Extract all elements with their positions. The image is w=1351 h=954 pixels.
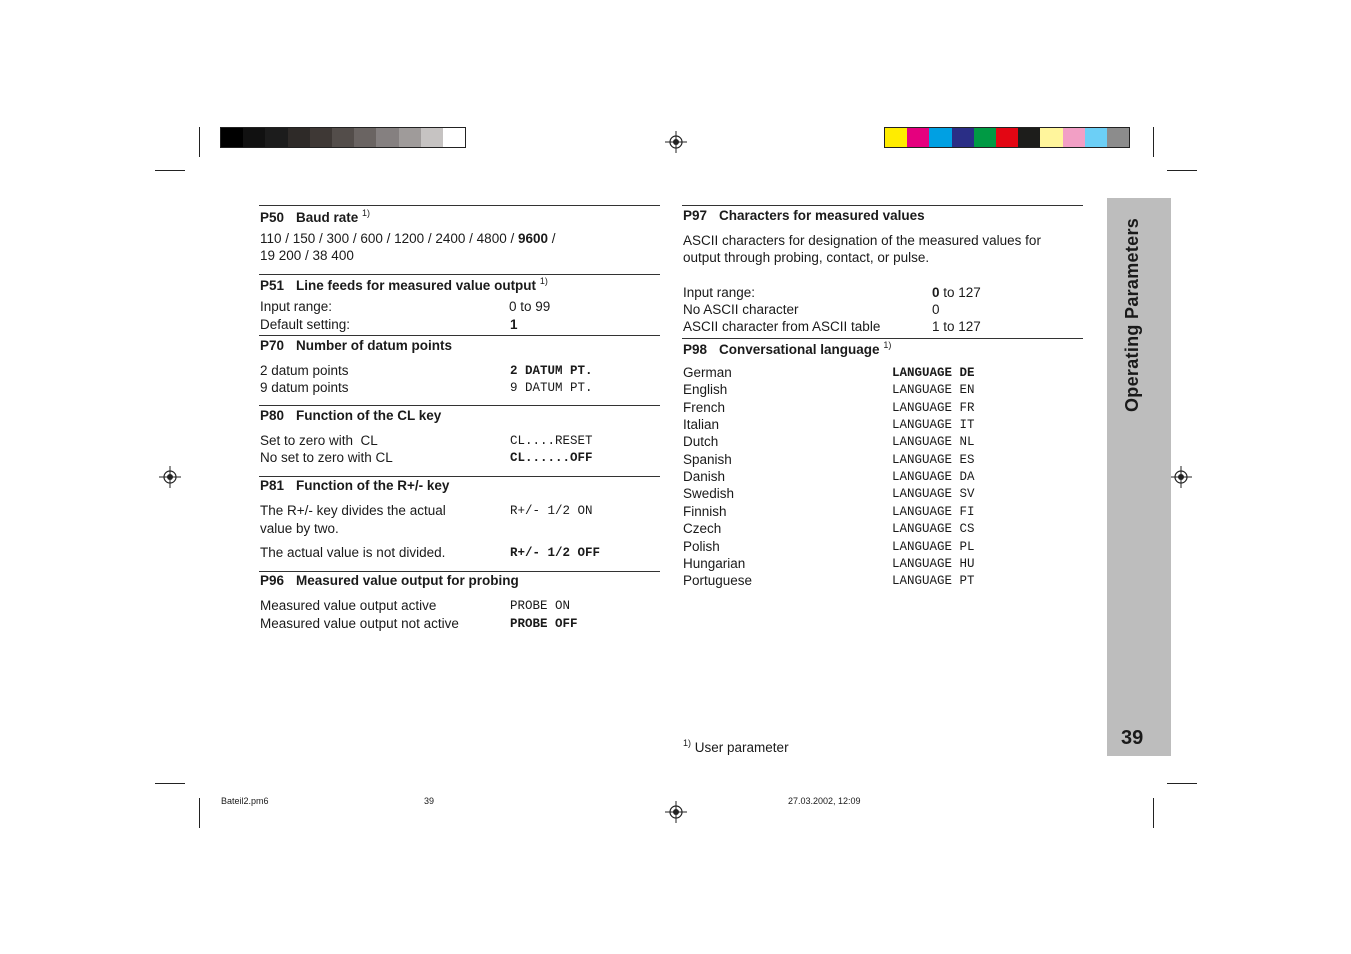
section-divider: [259, 405, 660, 406]
language-value: LANGUAGE EN: [892, 383, 975, 398]
baud-values: [260, 231, 556, 246]
grayscale-calibration-bar: [220, 127, 466, 148]
crop-mark: [1167, 783, 1197, 784]
row-label: The R+/- key divides the actual: [260, 503, 446, 518]
section-divider: [259, 274, 660, 275]
color-swatch: [1085, 128, 1107, 147]
language-label: Portuguese: [683, 573, 753, 589]
row-label: Input range:: [683, 285, 756, 300]
color-swatch: [952, 128, 974, 147]
row-value: PROBE OFF: [510, 617, 578, 631]
row-label: Input range:: [260, 299, 333, 314]
language-label: English: [683, 382, 728, 398]
row-label: Measured value output active: [260, 598, 437, 613]
crop-mark: [155, 783, 185, 784]
color-swatch: [907, 128, 929, 147]
color-swatch: [929, 128, 951, 147]
language-label: Danish: [683, 469, 726, 485]
param-title: Function of the CL key: [296, 408, 442, 423]
param-number: P51: [260, 278, 285, 293]
section-heading-p97: [683, 208, 925, 223]
color-swatch: [1063, 128, 1085, 147]
baud-values-sep: /: [548, 231, 556, 246]
color-calibration-bar: [884, 127, 1130, 148]
row-label: value by two.: [260, 521, 339, 536]
language-value: LANGUAGE FR: [892, 400, 975, 415]
row-value: R+/- 1/2 ON: [510, 504, 593, 518]
row-value: 0: [932, 302, 940, 317]
crop-mark: [199, 127, 200, 157]
param-number: P80: [260, 408, 285, 423]
section-divider: [259, 205, 660, 206]
param-number: P50: [260, 210, 285, 225]
gray-swatch: [376, 128, 398, 147]
row-value: [932, 285, 981, 300]
language-value: LANGUAGE HU: [892, 556, 975, 571]
row-value: 0 to 99: [509, 299, 551, 314]
range-min: 0: [932, 285, 940, 300]
footnote-text: User parameter: [694, 740, 789, 755]
language-value: LANGUAGE IT: [892, 418, 975, 433]
registration-mark-icon: [1170, 466, 1192, 488]
footnote-ref: 1): [362, 208, 371, 218]
footnote: [683, 738, 789, 755]
row-label: ASCII character from ASCII table: [683, 319, 881, 334]
language-label: Hungarian: [683, 555, 746, 571]
section-divider: [682, 205, 1083, 206]
footnote-ref: 1): [539, 276, 548, 286]
gray-swatch: [288, 128, 310, 147]
language-value: LANGUAGE SV: [892, 487, 975, 502]
language-label: Italian: [683, 417, 720, 433]
language-label: Spanish: [683, 451, 732, 467]
section-heading-p98: [683, 340, 891, 357]
gray-swatch: [310, 128, 332, 147]
language-value: LANGUAGE DA: [892, 470, 975, 485]
language-label: Dutch: [683, 434, 719, 450]
slug-filename: Bateil2.pm6: [221, 796, 269, 806]
param-number: P96: [260, 573, 285, 588]
color-swatch: [885, 128, 907, 147]
gray-swatch: [421, 128, 443, 147]
registration-mark-icon: [665, 801, 687, 823]
gray-swatch: [354, 128, 376, 147]
description: ASCII characters for designation of the measured values for: [683, 233, 1041, 248]
registration-mark-icon: [159, 466, 181, 488]
row-label: Set to zero with CL: [260, 433, 378, 448]
description: output through probing, contact, or pulse.: [683, 250, 930, 265]
language-value: LANGUAGE DE: [892, 366, 975, 380]
row-value: 1: [510, 317, 518, 332]
crop-mark: [1167, 170, 1197, 171]
row-value: 2 DATUM PT.: [510, 364, 593, 378]
language-label: Finnish: [683, 503, 727, 519]
language-value: LANGUAGE ES: [892, 452, 975, 467]
row-value: PROBE ON: [510, 599, 571, 613]
section-divider: [259, 476, 660, 477]
param-title: Conversational language: [719, 342, 880, 357]
range-rest: to 127: [939, 285, 981, 300]
language-value: LANGUAGE PT: [892, 574, 975, 589]
param-number: P81: [260, 478, 285, 493]
language-label: Swedish: [683, 486, 735, 502]
section-heading-p96: [260, 573, 519, 588]
baud-default: 9600: [517, 231, 549, 246]
color-swatch: [996, 128, 1018, 147]
chapter-title: Operating Parameters: [1122, 217, 1142, 412]
param-number: P70: [260, 338, 285, 353]
param-title: Function of the R+/- key: [296, 478, 450, 493]
row-value: CL....RESET: [510, 434, 593, 448]
language-label: Czech: [683, 521, 722, 537]
row-value: 1 to 127: [932, 319, 981, 334]
row-label: Measured value output not active: [260, 616, 459, 631]
section-heading-p51: [260, 276, 548, 293]
param-number: P97: [683, 208, 708, 223]
registration-mark-icon: [665, 131, 687, 153]
row-label: No ASCII character: [683, 302, 799, 317]
row-value: 9 DATUM PT.: [510, 381, 593, 395]
section-heading-p70: [260, 338, 452, 353]
gray-swatch: [221, 128, 243, 147]
param-number: P98: [683, 342, 708, 357]
crop-mark: [1153, 798, 1154, 828]
row-value: CL......OFF: [510, 451, 593, 465]
section-heading-p80: [260, 408, 441, 423]
param-title: Line feeds for measured value output: [296, 278, 537, 293]
param-title: Characters for measured values: [719, 208, 925, 223]
footnote-mark: 1): [683, 738, 692, 748]
crop-mark: [1153, 127, 1154, 157]
color-swatch: [1040, 128, 1062, 147]
baud-values-text: 110 / 150 / 300 / 600 / 1200 / 2400 / 4800 /: [260, 231, 518, 246]
language-label: French: [683, 399, 726, 415]
param-title: Baud rate: [296, 210, 359, 225]
gray-swatch: [443, 128, 465, 147]
slug-page: 39: [424, 796, 435, 806]
language-value: LANGUAGE PL: [892, 539, 975, 554]
language-value: LANGUAGE CS: [892, 522, 975, 537]
section-divider: [682, 338, 1083, 339]
gray-swatch: [332, 128, 354, 147]
language-label: German: [683, 365, 732, 380]
row-label: The actual value is not divided.: [260, 545, 446, 560]
baud-values-line2: 19 200 / 38 400: [260, 248, 354, 263]
section-divider: [259, 571, 660, 572]
color-swatch: [974, 128, 996, 147]
section-divider: [259, 335, 660, 336]
crop-mark: [155, 170, 185, 171]
language-label: Polish: [683, 538, 720, 554]
param-title: Measured value output for probing: [296, 573, 519, 588]
language-value: LANGUAGE FI: [892, 504, 975, 519]
footnote-ref: 1): [883, 340, 892, 350]
param-title: Number of datum points: [296, 338, 452, 353]
row-label: 2 datum points: [260, 363, 349, 378]
page-number: 39: [1121, 727, 1144, 749]
color-swatch: [1107, 128, 1129, 147]
gray-swatch: [243, 128, 265, 147]
row-label: Default setting:: [260, 317, 351, 332]
color-swatch: [1018, 128, 1040, 147]
gray-swatch: [399, 128, 421, 147]
row-label: 9 datum points: [260, 380, 349, 395]
language-value: LANGUAGE NL: [892, 435, 975, 450]
section-heading-p50: [260, 208, 370, 225]
crop-mark: [199, 798, 200, 828]
row-value: R+/- 1/2 OFF: [510, 546, 601, 560]
row-label: No set to zero with CL: [260, 450, 393, 465]
section-heading-p81: [260, 478, 449, 493]
gray-swatch: [265, 128, 287, 147]
slug-date: 27.03.2002, 12:09: [788, 796, 861, 806]
